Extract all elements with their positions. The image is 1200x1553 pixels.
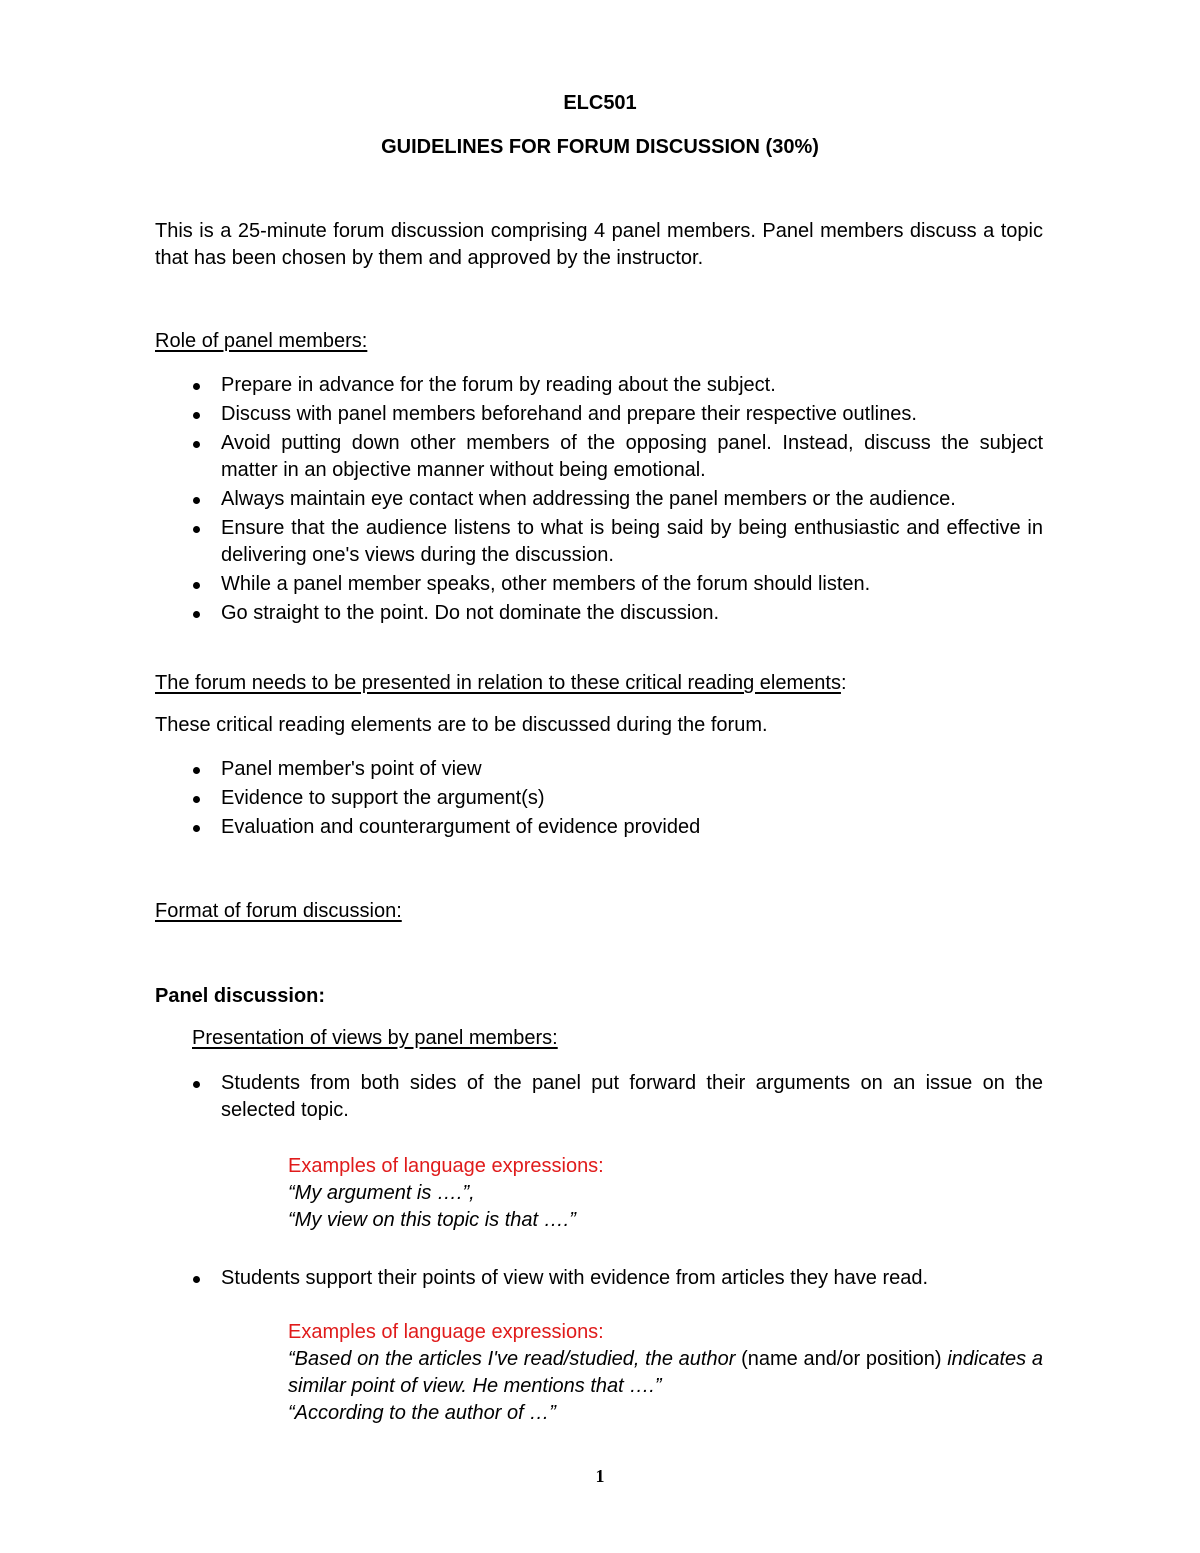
bullet-icon: [193, 611, 200, 618]
bullet-icon: [193, 582, 200, 589]
bullet-icon: [193, 412, 200, 419]
list-item: Discuss with panel members beforehand and prepare their respective outlines.: [155, 401, 1043, 428]
list-item: While a panel member speaks, other members of the forum should listen.: [155, 571, 1043, 598]
example-expression: “My view on this topic is that ….”: [288, 1209, 576, 1231]
bullet-icon: [193, 767, 200, 774]
list-item: Avoid putting down other members of the opposing panel. Instead, discuss the subject matter in an objective manner without being emotional.: [155, 430, 1043, 484]
examples-block-1: [288, 1153, 1043, 1234]
panel-list-1: [155, 1070, 1043, 1124]
list-item: Evidence to support the argument(s): [155, 785, 1043, 812]
list-item: Ensure that the audience listens to what is being said by being enthusiastic and effective in delivering one's views during the discussion.: [155, 515, 1043, 569]
example-expression: “Based on the articles I've read/studied, the author (name and/or position) indicates a similar point of view. He mentions that ….”: [288, 1348, 1043, 1397]
document-title: GUIDELINES FOR FORUM DISCUSSION (30%): [381, 136, 819, 158]
list-item: Panel member's point of view: [155, 756, 1043, 783]
critical-intro: These critical reading elements are to be discussed during the forum.: [155, 714, 768, 736]
bullet-icon: [193, 526, 200, 533]
examples-label: Examples of language expressions:: [288, 1155, 604, 1177]
list-item: Prepare in advance for the forum by reading about the subject.: [155, 372, 1043, 399]
role-heading: Role of panel members:: [155, 330, 368, 352]
bullet-icon: [193, 497, 200, 504]
intro-paragraph: This is a 25-minute forum discussion comprising 4 panel members. Panel members discuss a topic that has been chosen by them and approved by the instructor.: [155, 220, 1043, 269]
list-item: Students from both sides of the panel put forward their arguments on an issue on the selected topic.: [155, 1070, 1043, 1124]
bullet-icon: [193, 383, 200, 390]
critical-heading: The forum needs to be presented in relation to these critical reading elements:: [155, 672, 847, 694]
list-item: Students support their points of view with evidence from articles they have read.: [155, 1265, 1043, 1292]
panel-list-2: [155, 1265, 1043, 1292]
bullet-icon: [193, 1081, 200, 1088]
critical-list: [155, 756, 1043, 841]
list-item: Go straight to the point. Do not dominate the discussion.: [155, 600, 1043, 627]
page-number: 1: [595, 1466, 605, 1486]
format-heading: Format of forum discussion:: [155, 900, 402, 922]
bullet-icon: [193, 1276, 200, 1283]
course-code: ELC501: [563, 92, 637, 114]
list-item: Evaluation and counterargument of evidence provided: [155, 814, 1043, 841]
bullet-icon: [193, 441, 200, 448]
examples-label: Examples of language expressions:: [288, 1321, 604, 1343]
role-list: [155, 372, 1043, 627]
bullet-icon: [193, 825, 200, 832]
list-item: Always maintain eye contact when addressing the panel members or the audience.: [155, 486, 1043, 513]
panel-subheading: Presentation of views by panel members:: [192, 1027, 558, 1049]
bullet-icon: [193, 796, 200, 803]
examples-block-2: [288, 1319, 1043, 1427]
panel-heading: Panel discussion:: [155, 985, 326, 1007]
example-expression: “According to the author of …”: [288, 1402, 556, 1424]
example-expression: “My argument is ….”,: [288, 1182, 475, 1204]
